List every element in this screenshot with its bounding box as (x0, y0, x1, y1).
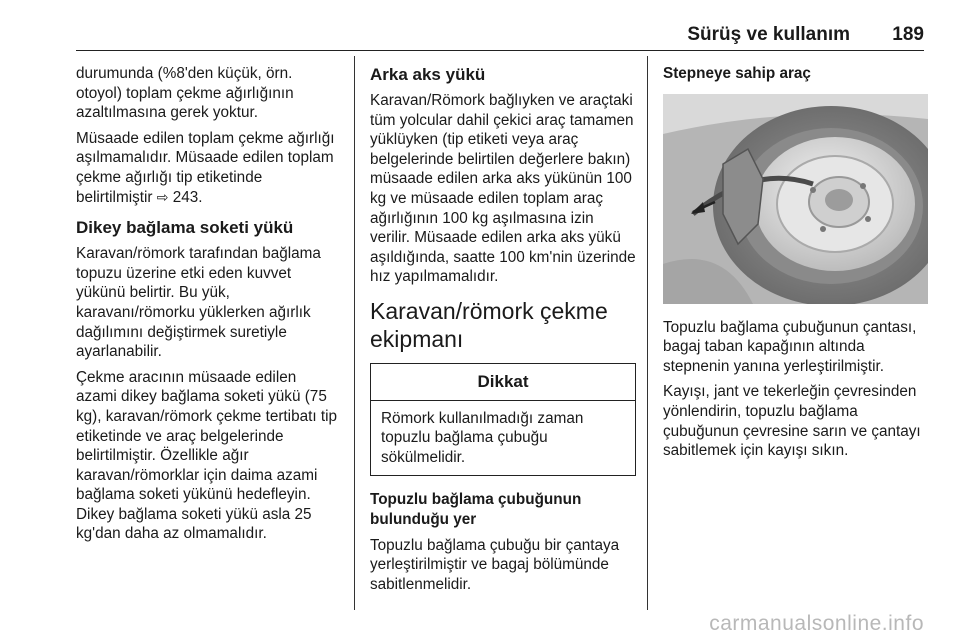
caution-box (370, 363, 636, 476)
column-divider (647, 56, 648, 610)
paragraph: Topuzlu bağlama çubuğunun çantası, bagaj taban kapağının altında stepnenin yanına yerleştirilmiştir. (663, 318, 917, 375)
section-title: Sürüş ve kullanım (687, 24, 850, 45)
paragraph: durumunda (%8'den küçük, örn. otoyol) toplam çekme ağırlığının azaltılmasına gerek yoktur. (76, 65, 294, 122)
column-left (76, 64, 341, 550)
spare-wheel-illustration (663, 94, 928, 304)
page-header (76, 20, 924, 51)
heading-tow-bar-location: Topuzlu bağlama çubuğunun bulunduğu yer (370, 491, 582, 528)
page-number: 189 (892, 24, 924, 45)
column-divider (354, 56, 355, 610)
page-reference[interactable]: 243. (172, 188, 203, 206)
column-right (663, 64, 928, 467)
paragraph-text: Müsaade edilen toplam çekme ağırlığı aşılmamalıdır. Müsaade edilen toplam çekme ağırlığı tip etiketinde belirtilmiştir (76, 129, 335, 206)
paragraph: Çekme aracının müsaade edilen azami dikey bağlama soketi yükü (75 kg), karavan/römork çekme tertibatı tip etiketinde ve araç belgelerinde belirtilmiştir. Özellikle ağır karavan/römorklar için daima azami bağlama soketi yükünü hedefleyin. Dikey bağlama soketi yükü asla 25 kg'dan daha az olmamalıdır. (76, 368, 337, 543)
paragraph: Kayışı, jant ve tekerleğin çevresinden yönlendirin, topuzlu bağlama çubuğunun çevresine sarın ve çantayı sabitlemek için kayışı sıkın. (663, 383, 921, 460)
paragraph: Karavan/römork tarafından bağlama topuzu üzerine etki eden kuvvet yükünü belirtir. Bu yük, karavanı/römorku yüklerken ağırlık dağılımını değiştirmek suretiyle ayarlanabilir. (76, 245, 321, 361)
page-reference-icon: ⇨ (156, 188, 169, 205)
paragraph: Karavan/Römork bağlıyken ve araçtaki tüm yolcular dahil çekici araç tamamen yüklüyken (tip etiketi veya araç belgelerinde belirtilen değerlere bakın) müsaade edilen arka aks yükünün 100 kg ve müsaade edilen toplam araç ağırlığının 100 kg aşılmasına izin verilir. Müsaade edilen arka aks yükü aşıldığında, saatte 100 km'nin üzerinde hız yapılmamalıdır. (370, 92, 636, 286)
paragraph: Topuzlu bağlama çubuğu bir çantaya yerleştirilmiştir ve bagaj bölümünde sabitlenmelidir. (370, 536, 620, 593)
watermark: carmanualsonline.info (709, 612, 924, 635)
caution-text: Römork kullanılmadığı zaman topuzlu bağlama çubuğu sökülmelidir. (381, 409, 584, 466)
column-middle (370, 64, 636, 600)
heading-spare-wheel: Stepneye sahip araç (663, 65, 811, 82)
paragraph (76, 129, 341, 207)
heading-rear-axle-load: Arka aks yükü (370, 65, 486, 84)
heading-towing-equipment: Karavan/römork çekme ekipmanı (370, 297, 608, 352)
caution-title: Dikkat (371, 364, 635, 401)
heading-vertical-load: Dikey bağlama soketi yükü (76, 218, 294, 238)
spare-wheel-photo (663, 94, 928, 304)
